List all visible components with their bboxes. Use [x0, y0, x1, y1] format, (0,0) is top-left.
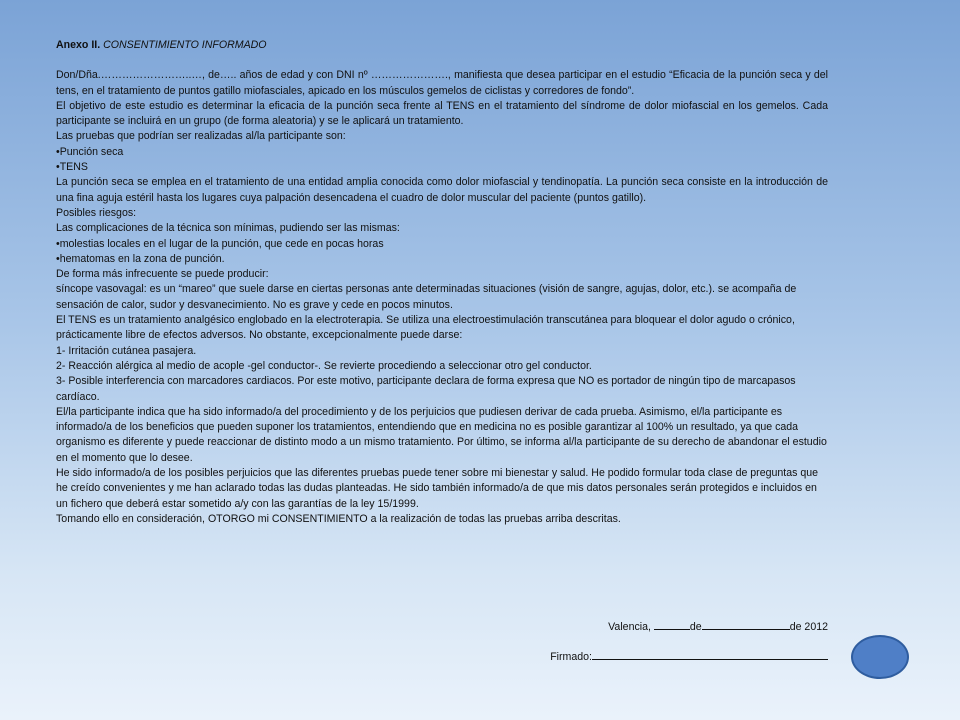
- signature-line: [550, 648, 828, 663]
- year-label: de 2012: [789, 621, 828, 633]
- list-item-hematomas: •hematomas en la zona de punción.: [56, 252, 225, 265]
- day-blank[interactable]: [654, 618, 690, 630]
- objective-paragraph: El objetivo de este estudio es determinar la eficacia de la punción seca frente al TENS en el tratamiento del síndrome de dolor miofascial en los gemelos. Cada participante se incluirá en un grupo (de forma aleatoria) y se le aplicará un tratamiento.: [56, 99, 828, 128]
- syncope-paragraph: síncope vasovagal: es un “mareo” que suele darse en ciertas personas ante determinadas situaciones (visión de sangre, agujas, dolor, etc.). se acompaña de sensación de calor, sudor y desvanecimiento. No es grave y cede en pocos minutos.: [56, 283, 797, 311]
- title-text: CONSENTIMIENTO INFORMADO: [103, 39, 267, 51]
- declaration-paragraph: He sido informado/a de los posibles perjuicios que las diferentes pruebas puede tener sobre mi bienestar y salud. He podido formular toda clase de preguntas que he creído convenientes y me han aclarado todas las dudas planteadas. He sido también informado/a de que mis datos personales serán protegidos e incluidos en un fichero que deberá estar sometido a/y con las garantías de la ley 15/1999.: [56, 467, 819, 510]
- intro-paragraph: Don/Dña.……………………..…, de….. años de edad y con DNI nº …………………., manifiesta que desea participar en el estudio “Eficacia de la punción seca y del tens, en el tratamiento de puntos gatillo miofasciales, apicado en los músculos gemelos de ciclistas y corredores de fondo”.: [56, 69, 828, 97]
- document-title: [56, 38, 828, 53]
- list-item-molestias: •molestias locales en el lugar de la punción, que cede en pocas horas: [56, 237, 384, 250]
- complications-intro: Las complicaciones de la técnica son mínimas, pudiendo ser las mismas:: [56, 222, 400, 235]
- tens-risk-3: 3- Posible interferencia con marcadores cardiacos. Por este motivo, participante declara de forma expresa que NO es portador de ningún tipo de marcapasos cardíaco.: [56, 375, 796, 403]
- list-item-puncion: •Punción seca: [56, 145, 124, 158]
- circle-shape[interactable]: [851, 635, 909, 679]
- puncion-description: La punción seca se emplea en el tratamiento de una entidad amplia conocida como dolor miofascial y tendinopatía. La punción seca consiste en la introducción de una fina aguja estéril hasta los lugares cuya palpación desencadena el cuadro de dolor muscular del paciente (puntos gatillo).: [56, 176, 828, 204]
- tens-risk-1: 1- Irritación cutánea pasajera.: [56, 344, 197, 357]
- consent-document: [56, 38, 828, 527]
- tens-paragraph: El TENS es un tratamiento analgésico englobado en la electroterapia. Se utiliza una electroestimulación transcutánea para bloquear el dolor agudo o crónico, prácticamente libre de efectos adversos. No obstante, excepcionalmente puede darse:: [56, 314, 795, 342]
- infrequent-heading: De forma más infrecuente se puede producir:: [56, 268, 269, 281]
- tests-heading: Las pruebas que podrían ser realizadas al/la participante son:: [56, 130, 346, 143]
- informed-paragraph: El/la participante indica que ha sido informado/a del procedimiento y de los perjuicios que pudiesen derivar de cada prueba. Asimismo, el/la participante es informado/a de los beneficios que pueden suponer los tratamientos, entendiendo que en medicina no es posible garantizar al 100% un resultado, ya que cada organismo es diferente y puede reaccionar de distinto modo a un mismo tratamiento. Por último, se informa al/la participante de su derecho de abandonar el estudio en el momento que lo desee.: [56, 405, 827, 464]
- consent-statement: Tomando ello en consideración, OTORGO mi CONSENTIMIENTO a la realización de todas las pruebas arriba descritas.: [56, 512, 621, 525]
- month-blank[interactable]: [702, 618, 790, 630]
- city-label: Valencia,: [608, 621, 651, 633]
- de-label-1: de: [689, 621, 702, 633]
- risks-heading: Posibles riesgos:: [56, 206, 137, 219]
- annex-label: Anexo II.: [56, 39, 101, 51]
- list-item-tens: •TENS: [56, 161, 88, 174]
- firmado-label: Firmado:: [550, 651, 592, 663]
- signature-date-line: [608, 618, 828, 633]
- tens-risk-2: 2- Reacción alérgica al medio de acople -gel conductor-. Se revierte procediendo a seleccionar otro gel conductor.: [56, 359, 592, 372]
- signature-blank[interactable]: [592, 648, 828, 660]
